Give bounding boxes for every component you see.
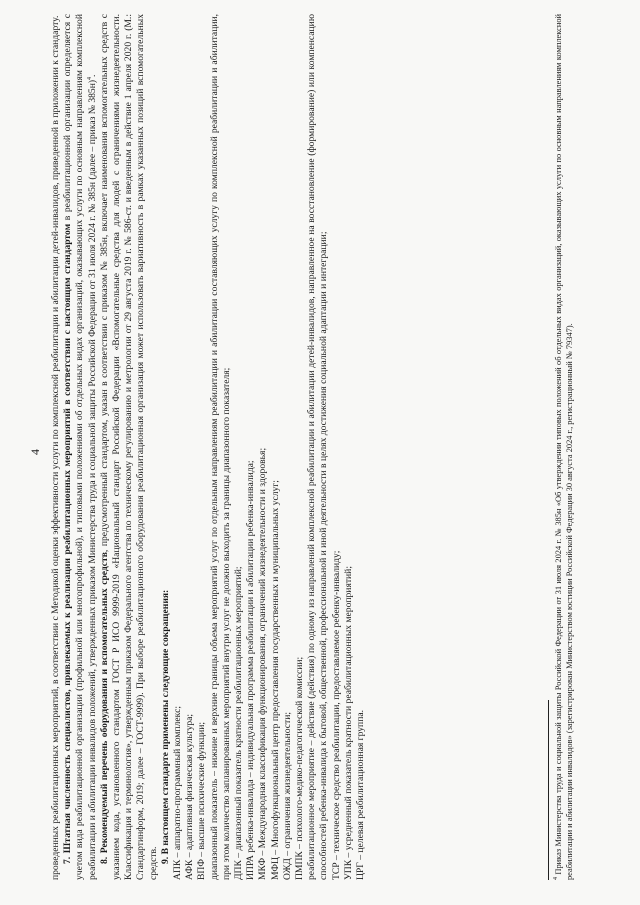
paragraph-8: 8. Рекомендуемый перечень оборудования и вспомогательных средств, предусмотренный стандартом, указан в соответствии с приказом № 385н, включает наименования вспомогательных средств с указанием кода, установленного стандартом ГОСТ Р ИСО 9999-2019 «Национальный стандарт Российской Федерации «Вспомогательные средства для людей с ограничениями жизнедеятельности. Классификация и терминология», утвержденным приказом Федерального агентства по техническому регулированию и метрологии от 29 августа 2019 г. № 586-ст. и введенным в действие 1 апреля 2020 г. (М.: Стандартинформ, 2019; далее – ГОСТ-9999). При выборе реабилитационного оборудования реабилитационная организация может использовать вариативность в рамках указанных позиций вспомогательных средств. [98,14,159,880]
paragraph-6-tail: проведенных реабилитационных мероприятий, в соответствии с Методикой оценки эффективности услуги по комплексной реабилитации и абилитации детей-инвалидов, приведенной в приложении к стандарту. [50,15,61,880]
list-item: диапазонный показатель – нижние и верхние границы объема мероприятий услуг по отдельным направлениям реабилитации и абилитации составляющих услугу по комплексной реабилитации и абилитации, при этом количество запланированных мероприятий внутри услуг не должно выходить за границы диапазонного показателя; [208,14,232,880]
abbreviation-list [172,14,367,880]
list-item: ВПФ – высшие психические функции; [196,721,208,880]
list-item: ПМПК – психолого-медико-педагогической комиссии; [294,656,306,880]
list-item: ИПРА ребенка-инвалида – индивидуальная программа реабилитации и абилитации ребенка-инвалида; [245,460,257,880]
paragraph-9 [160,14,172,880]
list-item: ЦРГ – целевая реабилитационная группа. [355,710,367,880]
paragraph-7: 7. Штатная численность специалистов, привлекаемых к реализации реабилитационных мероприятий в соответствии с настоящим стандартом в реабилитационной организации определяется с учетом вида реабилитационной организации (профильной или многопрофильной), и типовыми положениями об отдельных видах организаций, оказывающих услуги по основным направлениям комплексной реабилитации и абилитации инвалидов положений, утвержденных приказом Министерства труда и социальной защиты Российской Федерации от 31 июля 2024 г. № 385н (далее – приказ № 385н)$^4$. [62,14,98,880]
page-number: 4 [28,449,42,455]
list-item: МФЦ – Многофункциональный центр предоставления государственных и муниципальных услуг; [269,480,281,880]
list-item: ОЖД – ограничения жизнедеятельности; [281,711,293,880]
document-body [50,14,367,880]
paragraph-8-heading: 8. Рекомендуемый перечень оборудования и вспомогательных средств [98,552,110,864]
footnote-divider [548,700,549,880]
list-item: ДПК – диапазонный показатель кратности реабилитационных мероприятий; [233,566,245,880]
list-item: УПК – усредненный показатель кратности реабилитационных мероприятий; [342,566,354,880]
paragraph-9-heading: 9. В настоящем стандарте применены следующие сокращения: [159,589,171,864]
list-item: МКФ – Международная классификация функционирования, ограничений жизнедеятельности и здоровья; [257,447,269,880]
footnote [554,14,575,880]
footnote-ref: 4 [86,76,93,80]
list-item: АПК – аппаратно-программный комплекс; [172,706,184,880]
list-item: АФК – адаптивная физическая культура; [184,713,196,880]
list-item: реабилитационное мероприятие – действие (действия) по одному из направлений комплексной реабилитации и абилитации детей-инвалидов, направленное на восстановление (формирование) или компенсацию способностей ребенка-инвалида к бытовой, общественной, профессиональной и иной деятельности в целях достижения социальной адаптации и интеграции; [306,14,330,880]
footnote-mark: 4 [553,877,560,880]
list-item: ТСР – техническое средство реабилитации, предоставляемое ребенку-инвалиду; [330,550,342,880]
paragraph-7-heading: 7. Штатная численность специалистов, привлекаемых к реализации реабилитационных мероприятий в соответствии с настоящим стандартом [62,223,74,864]
footnote-text: Приказ Министерства труда и социальной защиты Российской Федерации от 31 июля 2024 г. № 385н «Об утверждении типовых положений об отдельных видах организаций, оказывающих услуги по основным направлениям комплексной реабилитации и абилитации инвалидов» (зарегистрирован Министерством юстиции Российской Федерации 30 августа 2024 г., регистрационный № 79347). [554,14,574,880]
rotated-content [20,12,620,892]
